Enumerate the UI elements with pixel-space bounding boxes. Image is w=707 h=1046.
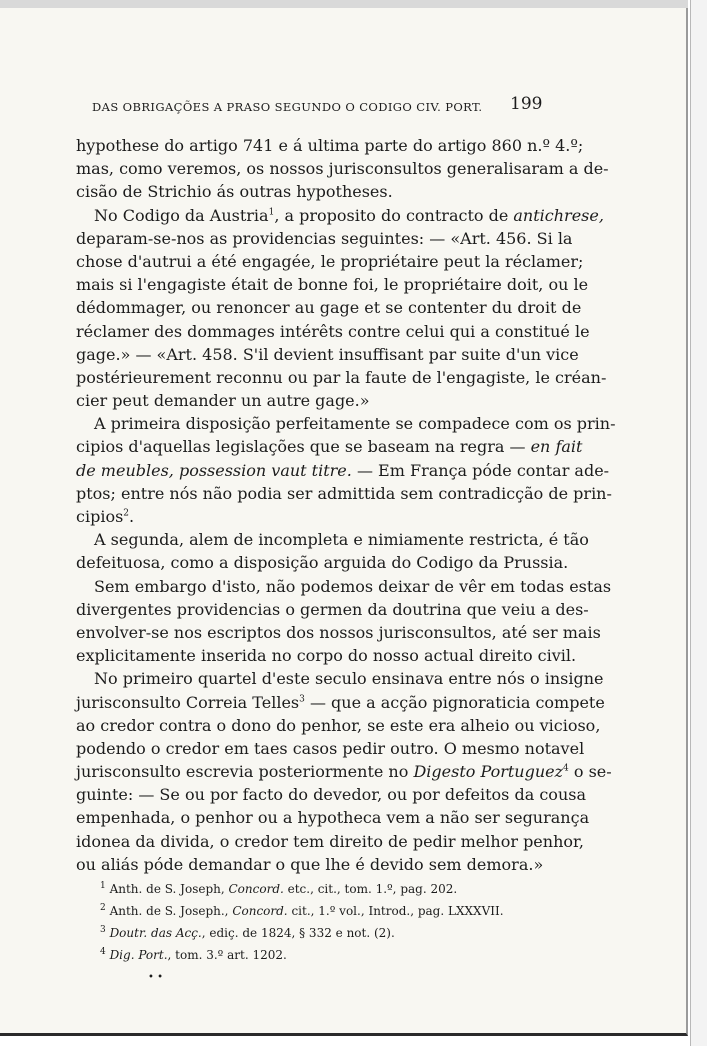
text-line: réclamer des dommages intérêts contre celui qui a constitué le <box>76 321 590 341</box>
italic-term: Doutr. das Acç. <box>109 926 202 940</box>
text-line <box>76 505 544 528</box>
text-line: mais si l'engagiste était de bonne foi, le propriétaire doit, ou le <box>76 275 589 295</box>
text-line: defeituosa, como a disposição arguida do Codigo da Prussia. <box>76 553 569 573</box>
italic-term: Concord. <box>228 882 284 896</box>
footnote-number: 1 <box>100 881 106 891</box>
text-line: ao credor contra o dono do penhor, se este era alheio ou vicioso, <box>76 715 601 735</box>
footnote-ref: 1 <box>268 207 275 218</box>
text-line <box>76 760 612 783</box>
footnote-1 <box>100 878 520 900</box>
text-run: Anth. de S. Joseph, <box>109 882 229 896</box>
text-run: , a proposito do contracto de <box>274 205 514 225</box>
italic-term: Concord. <box>232 904 288 918</box>
text-line <box>76 204 604 227</box>
italic-term: antichrese, <box>513 205 604 225</box>
text-line: deparam-se-nos as providencias seguintes: — «Art. 456. Si la <box>76 228 573 248</box>
page-number: 199 <box>510 94 543 114</box>
page-edge <box>690 0 707 1046</box>
text-run: — que a acção pignoraticia compete <box>304 692 605 712</box>
text-run: o se- <box>568 762 612 782</box>
text-run: , ediç. de 1824, § 332 e not. (2). <box>201 926 395 940</box>
footnote-3 <box>100 922 520 944</box>
text-line: Sem embargo d'isto, não podemos deixar de vêr em todas estas <box>94 576 612 596</box>
text-line: divergentes providencias o germen da doutrina que veiu a des- <box>76 599 589 619</box>
text-line: envolver-se nos escriptos dos nossos jurisconsultos, até ser mais <box>76 622 601 642</box>
footnote-2 <box>100 900 520 922</box>
text-run: No Codigo da Austria <box>94 205 269 225</box>
text-line: guinte: — Se ou por facto do devedor, ou por defeitos da cousa <box>76 785 586 805</box>
text-line: chose d'autrui a été engagée, le propriétaire peut la réclamer; <box>76 251 584 271</box>
text-line: idonea da divida, o credor tem direito de pedir melhor penhor, <box>76 831 584 851</box>
text-run: cipios <box>76 507 124 526</box>
text-line: mas, como veremos, os nossos jurisconsultos generalisaram a de- <box>76 159 609 179</box>
text-run: cit., 1.º vol., Introd., pag. LXXXVII. <box>287 904 504 918</box>
running-header: DAS OBRIGAÇÕES A PRASO SEGUNDO O CODIGO CIV. PORT. <box>92 100 483 114</box>
text-line: No primeiro quartel d'este seculo ensinava entre nós o insigne <box>94 669 604 689</box>
text-line: empenhada, o penhor ou a hypotheca vem a não ser segurança <box>76 808 590 828</box>
text-run: Anth. de S. Joseph., <box>109 904 233 918</box>
text-run: . <box>129 507 135 526</box>
text-line: dédommager, ou renoncer au gage et se contenter du droit de <box>76 298 582 318</box>
text-run: etc., cit., tom. 1.º, pag. 202. <box>283 882 458 896</box>
footnote-number: 2 <box>100 903 106 913</box>
text-line: ou aliás póde demandar o que lhe é devido sem demora.» <box>76 854 544 874</box>
footnote-ref: 3 <box>299 694 305 705</box>
footnote-number: 4 <box>100 947 106 957</box>
italic-term: de meubles, possession vaut titre. <box>76 460 352 480</box>
signature-mark: • • <box>148 972 163 983</box>
text-line: A primeira disposição perfeitamente se compadece com os prin- <box>94 414 616 434</box>
footnote-4 <box>100 944 520 966</box>
text-run: jurisconsulto Correia Telles <box>76 692 300 712</box>
italic-term: Digesto Portuguez <box>413 762 564 782</box>
footnote-number: 3 <box>100 925 106 935</box>
italic-term: Dig. Port. <box>109 948 168 962</box>
text-line: podendo o credor em taes casos pedir outro. O mesmo notavel <box>76 738 585 758</box>
top-shadow <box>0 0 688 8</box>
text-line: postérieurement reconnu ou par la faute de l'engagiste, le créan- <box>76 367 607 387</box>
text-line: hypothese do artigo 741 e á ultima parte do artigo 860 n.º 4.º; <box>76 136 584 155</box>
italic-term: en fait <box>530 437 583 457</box>
text-line: A segunda, alem de incompleta e nimiamente restricta, é tão <box>94 530 589 550</box>
text-line: ptos; entre nós não podia ser admittida sem contradicção de prin- <box>76 483 612 503</box>
text-line <box>76 691 605 714</box>
text-line <box>76 459 610 482</box>
text-line: explicitamente inserida no corpo do nosso actual direito civil. <box>76 646 577 666</box>
text-line: gage.» — «Art. 458. S'il devient insuffisant par suite d'un vice <box>76 344 579 364</box>
text-run: , tom. 3.º art. 1202. <box>167 948 287 962</box>
body-text <box>76 134 616 876</box>
text-line: cier peut demander un autre gage.» <box>76 391 370 411</box>
text-run: cipios d'aquellas legislações que se baseam na regra — <box>76 437 531 457</box>
text-run: jurisconsulto escrevia posteriormente no <box>76 762 414 782</box>
text-line: cisão de Strichio ás outras hypotheses. <box>76 182 393 202</box>
footnote-ref: 4 <box>563 763 569 774</box>
footnotes <box>100 878 520 966</box>
text-line <box>76 435 583 458</box>
text-run: — Em França póde contar ade- <box>351 460 610 480</box>
footnote-ref: 2 <box>123 508 130 519</box>
